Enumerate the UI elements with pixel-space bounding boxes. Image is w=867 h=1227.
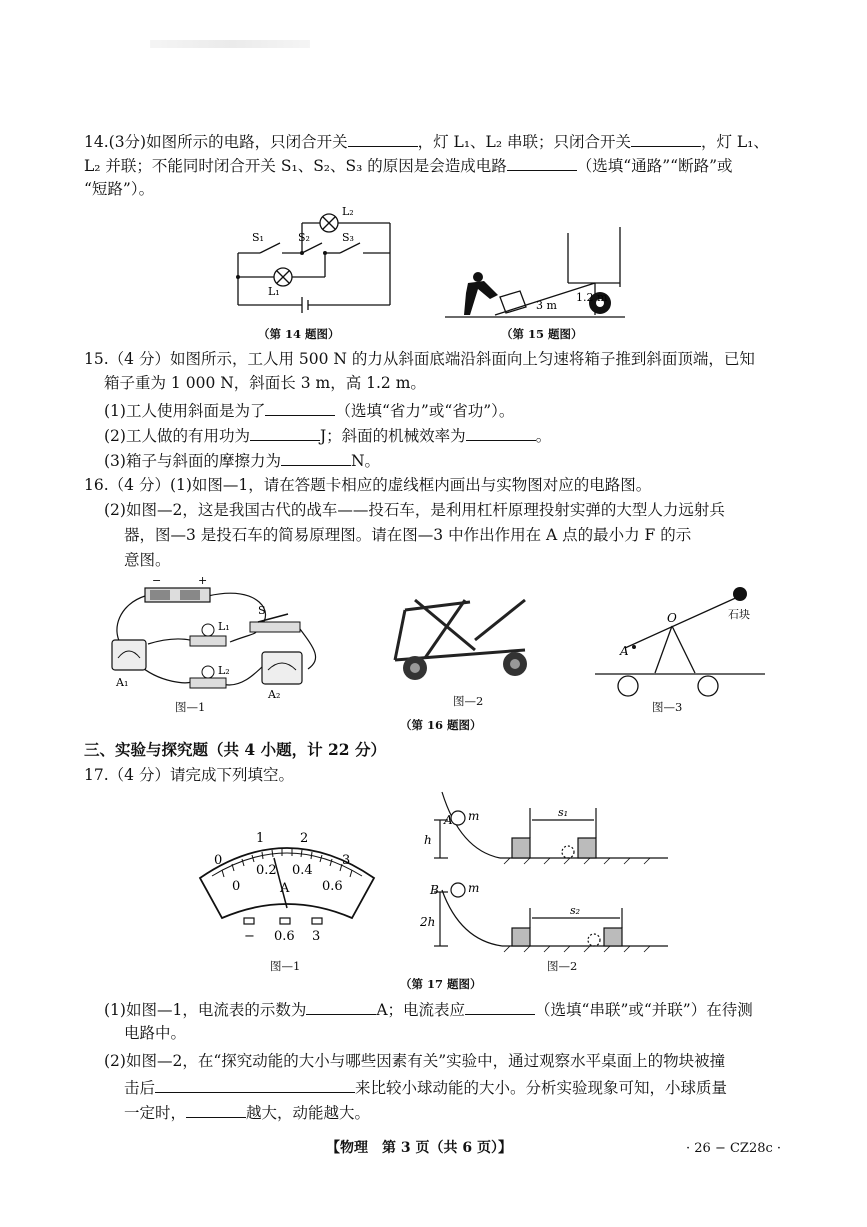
header-artifact	[150, 40, 310, 48]
q16-fig1-plus: +	[198, 574, 208, 587]
q14-label-l1: L₁	[268, 285, 280, 298]
q16-line-4: 意图。	[124, 551, 171, 569]
q16-fig1-l2: L₂	[218, 664, 230, 677]
q17-fig1-caption: 图—1	[270, 959, 301, 973]
q17-fig2-2h: 2h	[420, 915, 436, 929]
q16-fig3-a: A	[620, 644, 629, 658]
q14-line-1: 14.(3分)如图所示的电路，只闭合开关 ，灯 L₁、L₂ 串联；只闭合开关 ，灯 L₁、	[84, 130, 769, 153]
q17-fig2-b: B	[430, 883, 439, 897]
q16-fig3-stone: 石块	[728, 608, 750, 621]
q17-fig2-s1: s₁	[558, 806, 569, 819]
q17-scale-top-2: 2	[300, 831, 309, 846]
q16-fig1-minus: −	[152, 574, 162, 587]
q16-fig2-caption: 图—2	[453, 694, 484, 708]
q17-sub-1: (1)如图—1，电流表的示数为 A；电流表应 （选填“串联”或“并联”）在待测	[104, 998, 753, 1021]
q16-fig3-caption: 图—3	[652, 700, 683, 714]
q15-sub-1: (1)工人使用斜面是为了 （选填“省力”或“省功”）。	[104, 399, 514, 422]
footer-page-info: 【物理 第 3 页（共 6 页）】	[326, 1140, 512, 1156]
q16-fig3-lever	[590, 578, 770, 698]
q16-line-3: 器，图—3 是投石车的简易原理图。请在图—3 中作出作用在 A 点的最小力 F 的示	[124, 526, 692, 544]
q15-incline-figure	[440, 225, 630, 325]
q15-label-length: 3 m	[536, 299, 557, 312]
q17-scale-bottom-0: 0	[232, 879, 241, 894]
q16-fig1-circuit	[100, 574, 340, 704]
q16-fig1-l1: L₁	[218, 620, 230, 633]
q17-fig2-m-top: m	[468, 809, 480, 823]
q17-terminal-minus: −	[244, 929, 255, 944]
q17-sub-2: (2)如图—2，在“探究动能的大小与哪些因素有关”实验中，通过观察水平桌面上的物块被撞	[104, 1052, 726, 1070]
q16-line-2: (2)如图—2，这是我国古代的战车——投石车，是利用杠杆原理投射实弹的大型人力远射兵	[104, 501, 725, 519]
q16-fig3-o: O	[667, 611, 677, 625]
q17-fig2-s2: s₂	[570, 904, 581, 917]
q16-line-1: 16.（4 分）(1)如图—1，请在答题卡相应的虚线框内画出与实物图对应的电路图。	[84, 476, 652, 494]
q17-meter-unit: A	[280, 881, 290, 896]
q14-circuit-figure	[230, 205, 400, 315]
q14-caption: （第 14 题图）	[258, 327, 340, 341]
q17-scale-top-0: 0	[214, 853, 223, 868]
q17-fig2-h: h	[424, 833, 432, 847]
q17-fig2-m-bottom: m	[468, 881, 480, 895]
q16-fig1-a2: A₂	[268, 688, 281, 701]
q15-sub-2: (2)工人做的有用功为 J；斜面的机械效率为 。	[104, 424, 551, 447]
q17-fig2-a: A	[444, 813, 453, 827]
q17-line-1: 17.（4 分）请完成下列填空。	[84, 766, 294, 784]
q15-caption: （第 15 题图）	[501, 327, 583, 341]
q16-caption: （第 16 题图）	[400, 718, 482, 732]
q17-fig2-caption: 图—2	[547, 959, 578, 973]
q17-scale-top-3: 3	[342, 853, 351, 868]
q17-scale-bottom-3: 0.6	[322, 879, 343, 894]
q17-terminal-06: 0.6	[274, 929, 295, 944]
q14-line-3: “短路”）。	[84, 180, 155, 198]
q17-terminal-3: 3	[312, 929, 321, 944]
q17-sub-2-cont-2: 一定时， 越大，动能越大。	[124, 1101, 370, 1124]
q17-fig2-ramps	[420, 790, 670, 965]
q17-scale-bottom-1: 0.2	[256, 863, 277, 878]
section-3-heading: 三、实验与探究题（共 4 小题，计 22 分）	[84, 740, 386, 759]
q14-label-s3: S₃	[342, 231, 354, 244]
q15-sub-3: (3)箱子与斜面的摩擦力为 N。	[104, 449, 380, 472]
footer-code: · 26 − CZ28c ·	[686, 1141, 782, 1156]
q16-fig1-a1: A₁	[116, 676, 129, 689]
q14-label-l2: L₂	[342, 205, 354, 218]
q15-label-height: 1.2 m	[576, 291, 608, 304]
q17-scale-top-1: 1	[256, 831, 265, 846]
q17-caption: （第 17 题图）	[400, 977, 482, 991]
q17-scale-bottom-2: 0.4	[292, 863, 313, 878]
q15-line-1: 15.（4 分）如图所示，工人用 500 N 的力从斜面底端沿斜面向上匀速将箱子推到斜面顶端，已知	[84, 350, 755, 368]
q17-sub-1-cont: 电路中。	[124, 1024, 187, 1042]
q16-fig1-caption: 图—1	[175, 700, 206, 714]
q17-sub-2-cont: 击后 来比较小球动能的大小。分析实验现象可知，小球质量	[124, 1076, 727, 1099]
q15-line-2: 箱子重为 1 000 N，斜面长 3 m，高 1.2 m。	[104, 374, 426, 392]
q14-line-2: L₂ 并联；不能同时闭合开关 S₁、S₂、S₃ 的原因是会造成电路 （选填“通路”“断路”或	[84, 154, 733, 177]
q16-fig2-catapult-image	[375, 580, 555, 690]
q16-fig1-s: S	[258, 604, 266, 617]
q14-label-s2: S₂	[298, 231, 310, 244]
q14-label-s1: S₁	[252, 231, 264, 244]
q17-fig1-ammeter	[192, 818, 382, 948]
